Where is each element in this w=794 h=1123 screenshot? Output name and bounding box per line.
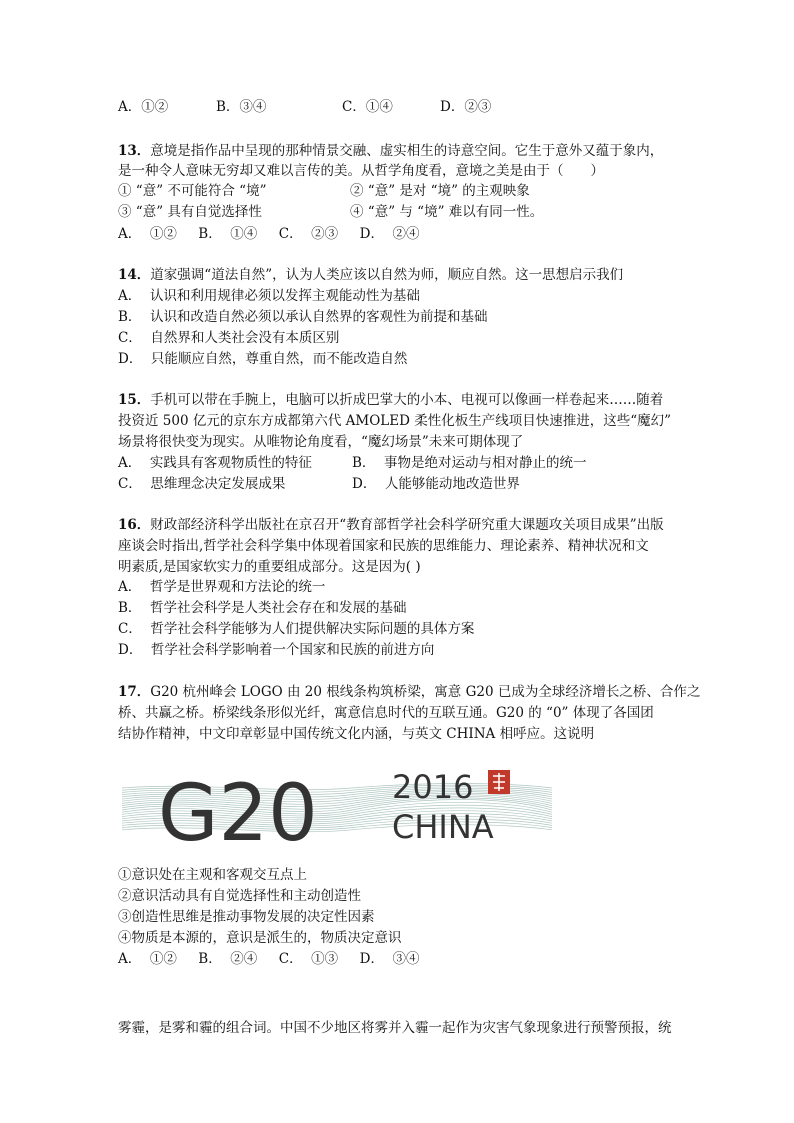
option-d: D．②③ bbox=[440, 99, 492, 115]
q13-statement-3: ③ “意” 具有自觉选择性 bbox=[118, 204, 262, 220]
q13-stem-line-2: 是一种令人意味无穷却又难以言传的美。从哲学角度看，意境之美是由于（ ） bbox=[118, 163, 604, 179]
q13-answers: A． ①② B． ①④ C． ②③ D． ②④ bbox=[118, 226, 420, 242]
q17-stem-line-2: 桥、共赢之桥。桥梁线条形似光纤，寓意信息时代的互联互通。G20 的 “0” 体现了各国团 bbox=[118, 705, 654, 721]
q16-option-c: C． 哲学社会科学能够为人们提供解决实际问题的具体方案 bbox=[118, 621, 475, 637]
q14-option-d: D． 只能顺应自然，尊重自然，而不能改造自然 bbox=[118, 351, 408, 367]
q13-number: 13． bbox=[118, 143, 151, 159]
seal-glyph bbox=[493, 773, 505, 791]
logo-year: 2016 bbox=[392, 768, 474, 806]
q15-number: 15． bbox=[118, 392, 151, 408]
q16-stem-line-1 bbox=[118, 515, 664, 535]
q13-statement-2: ② “意” 是对 “境” 的主观映象 bbox=[350, 183, 530, 199]
q16-number: 16． bbox=[118, 517, 151, 533]
q17-stem-line-1 bbox=[118, 682, 700, 702]
q15-text-1: 手机可以带在手腕上，电脑可以折成巴掌大的小本、电视可以像画一样卷起来……随着 bbox=[150, 392, 664, 408]
q15-stem-line-2: 投资近 500 亿元的京东方成都第六代 AMOLED 柔性化板生产线项目快速推进，这些“魔幻” bbox=[118, 413, 672, 429]
q17-statement-2: ②意识活动具有自觉选择性和主动创造性 bbox=[118, 888, 361, 904]
q17-number: 17． bbox=[118, 684, 151, 700]
q13-statement-1: ① “意” 不可能符合 “境” bbox=[118, 183, 267, 199]
q13-statement-4: ④ “意” 与 “境” 难以有同一性。 bbox=[350, 204, 544, 220]
q17-statement-3: ③创造性思维是推动事物发展的决定性因素 bbox=[118, 909, 375, 925]
option-b: B．③④ bbox=[216, 99, 267, 115]
q15-option-a: A． 实践具有客观物质性的特征 bbox=[118, 455, 312, 471]
q17-stem-line-3: 结协作精神，中文印章彰显中国传统文化内涵，与英文 CHINA 相呼应。这说明 bbox=[118, 726, 595, 742]
option-c: C．①④ bbox=[342, 99, 393, 115]
q14-option-b: B． 认识和改造自然必须以承认自然界的客观性为前提和基础 bbox=[118, 309, 488, 325]
q15-stem-line-1 bbox=[118, 390, 663, 410]
q15-option-b: B． 事物是绝对运动与相对静止的统一 bbox=[352, 455, 587, 471]
q14-number: 14． bbox=[118, 267, 151, 283]
q15-option-c: C． 思维理念决定发展成果 bbox=[118, 476, 286, 492]
q14-text: 道家强调“道法自然”，认为人类应该以自然为师，顺应自然。这一思想启示我们 bbox=[150, 267, 624, 283]
q15-option-d: D． 人能够能动地改造世界 bbox=[352, 476, 520, 492]
q14-stem bbox=[118, 265, 623, 285]
q16-option-d: D． 哲学社会科学影响着一个国家和民族的前进方向 bbox=[118, 642, 435, 658]
q17-text-1: G20 杭州峰会 LOGO 由 20 根线条构筑桥梁，寓意 G20 已成为全球经济增长之桥、合作之 bbox=[150, 684, 701, 700]
q14-option-a: A． 认识和利用规律必须以发挥主观能动性为基础 bbox=[118, 288, 420, 304]
q13-stem-line-1 bbox=[118, 141, 663, 161]
q15-stem-line-3: 场景将很快变为现实。从唯物论角度看，“魔幻场景”未来可期体现了 bbox=[118, 434, 524, 450]
q17-answers: A． ①② B． ②④ C． ①③ D． ③④ bbox=[118, 951, 420, 967]
q17-statement-1: ①意识处在主观和客观交互点上 bbox=[118, 867, 307, 883]
logo-mark: G20 bbox=[158, 769, 318, 856]
q13-text-1: 意境是指作品中呈现的那种情景交融、虚实相生的诗意空间。它生于意外又蕴于象内， bbox=[150, 143, 664, 159]
logo-country: CHINA bbox=[392, 808, 494, 846]
q16-text-1: 财政部经济科学出版社在京召开“教育部哲学社会科学研究重大课题攻关项目成果”出版 bbox=[150, 517, 664, 533]
q16-option-a: A． 哲学是世界观和方法论的统一 bbox=[118, 579, 326, 595]
next-question-text: 雾霾，是雾和霾的组合词。中国不少地区将雾并入霾一起作为灾害气象现象进行预警预报，统 bbox=[118, 1020, 672, 1036]
option-a: A．①② bbox=[118, 99, 169, 115]
g20-logo bbox=[122, 760, 552, 856]
q17-statement-4: ④物质是本源的，意识是派生的，物质决定意识 bbox=[118, 930, 402, 946]
q16-option-b: B． 哲学社会科学是人类社会存在和发展的基础 bbox=[118, 600, 407, 616]
q16-stem-line-2: 座谈会时指出,哲学社会科学集中体现着国家和民族的思维能力、理论素养、精神状况和文 bbox=[118, 538, 649, 554]
q14-option-c: C． 自然界和人类社会没有本质区别 bbox=[118, 330, 340, 346]
q16-stem-line-3: 明素质,是国家软实力的重要组成部分。这是因为( ) bbox=[118, 559, 421, 575]
